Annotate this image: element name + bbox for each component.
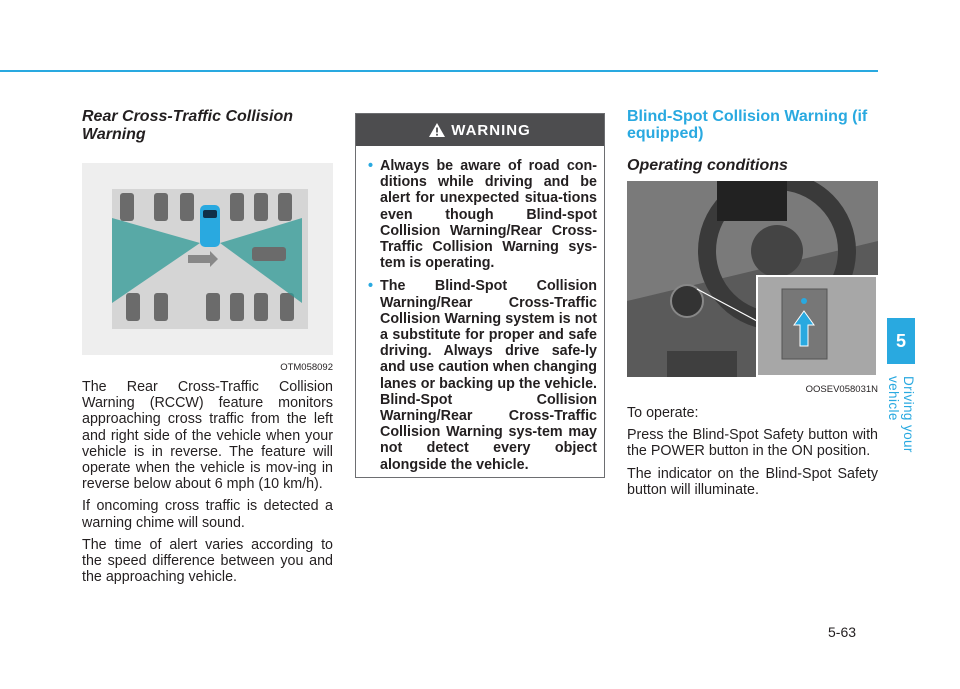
bullet-icon: • <box>368 278 374 295</box>
warning-box <box>355 113 605 478</box>
warning-item-text: The Blind-Spot Collision Warning/Rear Cross-Traffic Collision Warning system is not a substitute for proper and safe driving. Always drive safe-ly and use caution when changing lanes or backing up the vehicle. Blind-Spot Collision Warning/Rear Cross-Traffic Collision Warning sys-tem may not detect every object alongside the vehicle. <box>380 278 597 473</box>
warning-triangle-icon <box>429 123 445 137</box>
chapter-title: Driving your vehicle <box>886 376 916 453</box>
warning-list <box>356 146 604 473</box>
rccw-paragraph-3: The time of alert varies according to the speed difference between you and the approaching vehicle. <box>82 536 333 586</box>
rccw-figure <box>82 163 333 373</box>
right-column <box>627 108 878 504</box>
warning-item <box>370 278 597 472</box>
rccw-paragraph-1: The Rear Cross-Traffic Collision Warning (RCCW) feature monitors approaching cross traffic from the left and right side of the vehicle when your vehicle is in reverse. The feature will operate when the vehicle is mov-ing in reverse below about 6 mph (10 km/h). <box>82 379 333 493</box>
warning-header <box>356 114 604 146</box>
rccw-paragraph-2: If oncoming cross traffic is detected a warning chime will sound. <box>82 498 333 531</box>
figure-code: OOSEV058031N <box>805 384 878 395</box>
page-number: 5-63 <box>828 624 857 640</box>
rccw-heading: Rear Cross-Traffic Collision Warning <box>82 108 294 143</box>
chapter-tab <box>887 318 915 364</box>
bcw-paragraph-3: The indicator on the Blind-Spot Safety button will illuminate. <box>627 465 878 498</box>
chapter-number: 5 <box>895 330 906 351</box>
bullet-icon: • <box>368 158 374 174</box>
warning-item-text: Always be aware of road con-ditions while driving and be alert for unexpected situa-tions even though Blind-spot Collision Warning/Rear Cross-Traffic Collision Warning sys-tem is operating. <box>380 158 597 272</box>
warning-item <box>370 158 597 271</box>
bcw-paragraph-2: Press the Blind-Spot Safety button with the POWER button in the ON position. <box>627 427 878 460</box>
bcw-paragraph-1: To operate: <box>627 405 699 421</box>
dashboard-illustration <box>627 181 878 377</box>
left-column <box>82 108 333 591</box>
operating-conditions-heading: Operating conditions <box>627 157 788 174</box>
header-rule <box>0 70 878 72</box>
parking-lot-illustration <box>82 163 333 355</box>
warning-title: WARNING <box>451 121 531 139</box>
bcw-figure <box>627 181 878 395</box>
bcw-heading: Blind-Spot Collision Warning (if equipped) <box>627 108 868 142</box>
figure-code: OTM058092 <box>280 362 333 373</box>
